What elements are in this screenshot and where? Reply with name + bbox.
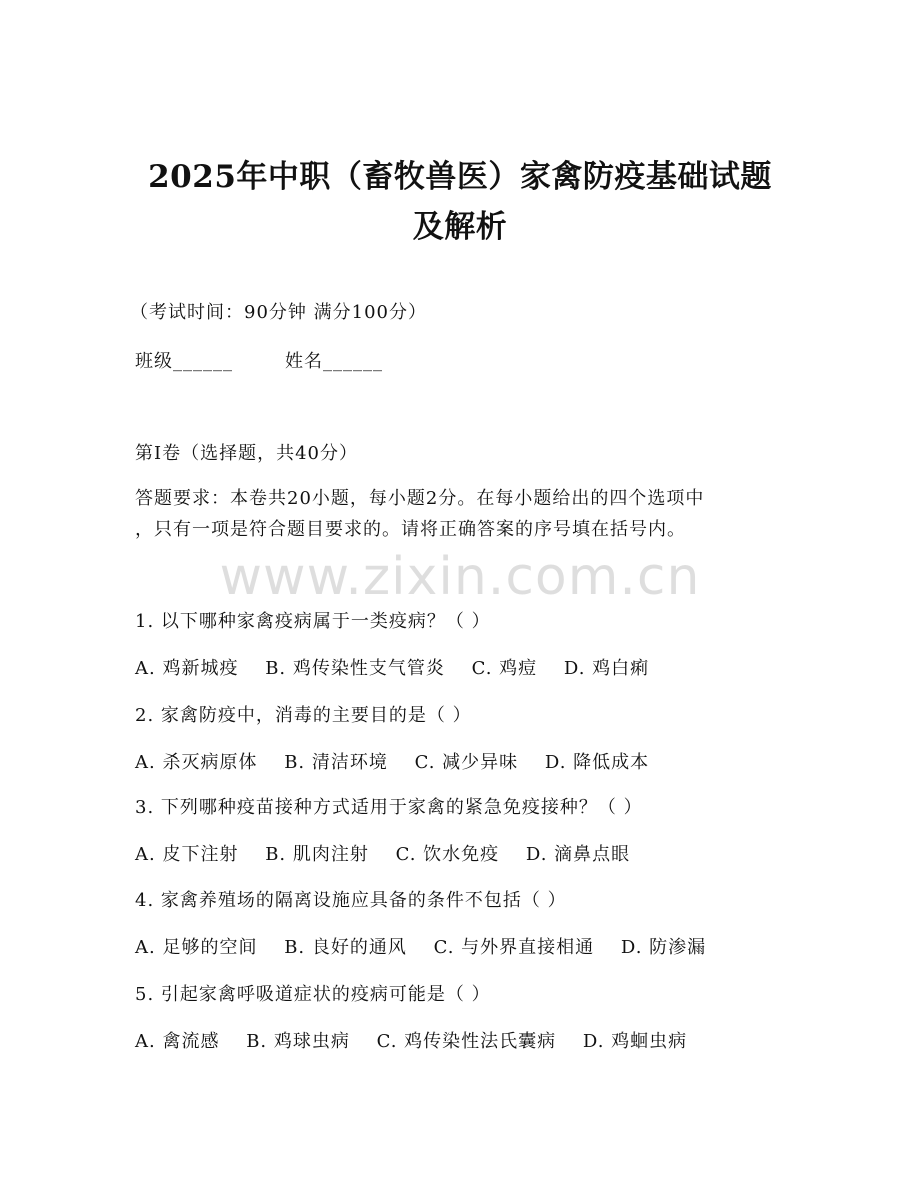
option-c: C. 与外界直接相通 — [433, 937, 595, 958]
question-5-options — [135, 1030, 687, 1054]
option-b: B. 肌肉注射 — [265, 844, 369, 865]
option-d: D. 降低成本 — [544, 752, 650, 773]
question-5: 5. 引起家禽呼吸道症状的疫病可能是（ ） — [135, 984, 491, 1005]
option-b: B. 清洁环境 — [284, 752, 388, 773]
option-b: B. 鸡传染性支气管炎 — [265, 658, 445, 679]
option-d: D. 鸡蛔虫病 — [582, 1031, 688, 1052]
question-1-options — [135, 657, 649, 681]
question-2: 2. 家禽防疫中，消毒的主要目的是（ ） — [135, 705, 472, 726]
option-d: D. 防渗漏 — [620, 937, 707, 958]
option-d: D. 滴鼻点眼 — [525, 844, 631, 865]
instructions-line-2: ，只有一项是符合题目要求的。请将正确答案的序号填在括号内。 — [135, 519, 686, 540]
option-a: A. 皮下注射 — [135, 844, 239, 865]
option-c: C. 减少异味 — [414, 752, 519, 773]
option-b: B. 鸡球虫病 — [246, 1031, 350, 1052]
name-field-label: 姓名______ — [285, 351, 383, 372]
question-4-options — [135, 936, 706, 960]
option-a: A. 鸡新城疫 — [135, 658, 239, 679]
question-2-options — [135, 751, 649, 775]
section-heading: 第I卷（选择题，共40分） — [135, 443, 359, 464]
document-title-line-1: 2025年中职（畜牧兽医）家禽防疫基础试题 — [148, 159, 772, 195]
document-title-line-2: 及解析 — [412, 209, 508, 245]
question-3: 3. 下列哪种疫苗接种方式适用于家禽的紧急免疫接种？（ ） — [135, 797, 643, 818]
option-b: B. 良好的通风 — [284, 937, 407, 958]
option-c: C. 饮水免疫 — [395, 844, 500, 865]
option-a: A. 禽流感 — [135, 1031, 220, 1052]
instructions-line-1: 答题要求：本卷共20小题，每小题2分。在每小题给出的四个选项中 — [135, 488, 705, 509]
student-info-row — [135, 350, 383, 374]
option-c: C. 鸡传染性法氏囊病 — [376, 1031, 557, 1052]
question-4: 4. 家禽养殖场的隔离设施应具备的条件不包括（ ） — [135, 890, 567, 911]
exam-info: （考试时间：90分钟 满分100分） — [130, 302, 427, 323]
option-d: D. 鸡白痢 — [563, 658, 650, 679]
option-a: A. 足够的空间 — [135, 937, 258, 958]
option-a: A. 杀灭病原体 — [135, 752, 258, 773]
class-field-label: 班级______ — [135, 351, 233, 372]
watermark: www.zixin.com.cn — [219, 547, 701, 607]
question-1: 1. 以下哪种家禽疫病属于一类疫病？（ ） — [135, 611, 491, 632]
option-c: C. 鸡痘 — [471, 658, 538, 679]
question-3-options — [135, 843, 630, 867]
